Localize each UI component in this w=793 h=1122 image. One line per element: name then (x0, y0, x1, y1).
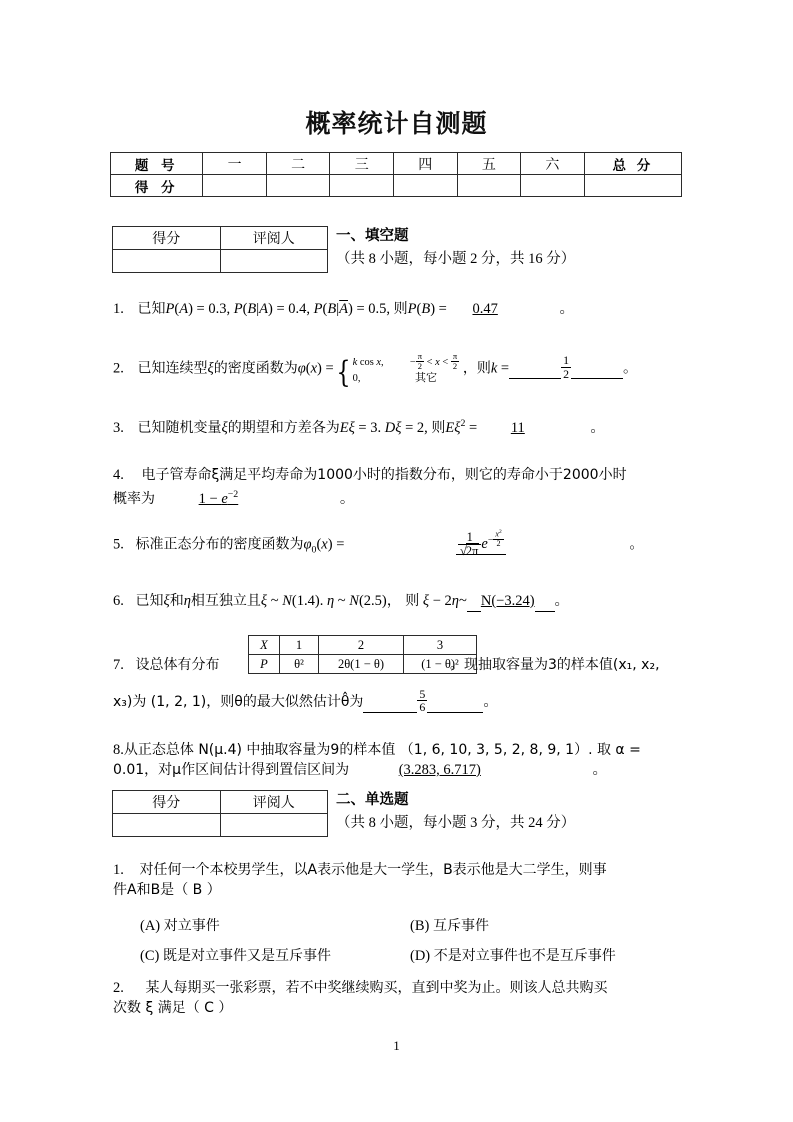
dist-row-p: P (249, 655, 280, 674)
score-table-col-1: 一 (203, 153, 267, 175)
score-cell-1[interactable] (203, 175, 267, 197)
period-mark: 。 (554, 593, 570, 609)
question-text-mid: 相互独立且 (190, 593, 261, 609)
table-row (113, 814, 328, 837)
option-text: 不是对立事件也不是互斥事件 (433, 948, 616, 964)
period-mark: 。 (590, 419, 605, 436)
question-text-line2: 次数 ξ 满足 (113, 1000, 186, 1016)
question-variable: ξ (207, 360, 214, 377)
section-2-score-label: 得分 (113, 791, 221, 814)
page-number: 1 (393, 1038, 400, 1053)
question-text-mid: 的密度函数为 (213, 360, 298, 377)
score-cell-6[interactable] (521, 175, 585, 197)
score-cell-5[interactable] (457, 175, 521, 197)
question-number: 1. (113, 301, 124, 317)
score-table-col-total: 总 分 (584, 153, 681, 175)
choice-question-2-line2 (113, 998, 713, 1018)
table-row (111, 175, 682, 197)
left-brace-icon: { (336, 355, 351, 391)
table-row (113, 250, 328, 273)
question-connector: 则 (431, 419, 446, 436)
option-label: (C) (140, 948, 160, 964)
question-connector: 则 (393, 301, 408, 317)
choice-1-option-b[interactable] (410, 915, 489, 935)
period-mark: 。 (592, 762, 608, 778)
distribution-table (248, 635, 477, 674)
question-text-line1: 电子管寿命ξ满足平均寿命为1000小时的指数分布，则它的寿命小于2000小时 (141, 467, 627, 483)
question-text-line2: 件A和B是 (113, 882, 175, 898)
question-number: 1. (113, 862, 124, 878)
section-1-grader-label: 评阅人 (220, 227, 328, 250)
question-connector: 则 (405, 593, 420, 609)
score-cell-3[interactable] (330, 175, 394, 197)
piecewise-cases: k cos x, − $\frac{\pi}{2}$ < x < $\frac{\pi}{2}$ 0, 其它 (352, 351, 458, 384)
score-table-col-2: 二 (266, 153, 330, 175)
section-2-grader-label: 评阅人 (220, 791, 328, 814)
score-table-col-6: 六 (521, 153, 585, 175)
choice-1-option-d[interactable] (410, 945, 616, 965)
page-title: 概率统计自测题 (305, 109, 488, 138)
section-2-grader-value[interactable] (220, 814, 328, 837)
question-text-line1: 设总体有分布 (135, 657, 220, 673)
section-1-score-value[interactable] (113, 250, 221, 273)
fill-question-8-line2 (113, 760, 733, 780)
option-label: (D) (410, 948, 431, 964)
section-1-title: 一、填空题 (336, 228, 409, 244)
dist-cell-2: 2θ(1 − θ) (319, 655, 404, 674)
choice-question-1-line2 (113, 880, 713, 900)
score-summary-table (110, 152, 682, 197)
section-2-marker-table (112, 790, 328, 837)
fill-question-4-line2 (113, 485, 713, 509)
question-text: 已知连续型 (137, 360, 208, 377)
dist-header-3: 3 (404, 636, 477, 655)
table-row (111, 153, 682, 175)
choice-1-option-a[interactable] (140, 915, 220, 935)
question-variable: ξ (221, 419, 228, 436)
question-text-line1: 某人每期买一张彩票，若不中奖继续购买，直到中奖为止。则该人总共购买 (145, 980, 608, 996)
choice-question-1 (113, 860, 713, 880)
score-cell-total[interactable] (584, 175, 681, 197)
fill-question-8 (113, 740, 733, 760)
answer-value[interactable]: $\frac{5}{6}$ (419, 687, 426, 715)
dist-header-1: 1 (280, 636, 319, 655)
question-text-line1: 对任何一个本校男学生，以A表示他是大一学生，B表示他是大二学生，则事 (139, 862, 607, 878)
section-2-score-value[interactable] (113, 814, 221, 837)
section-2-subtitle: （共 8 小题，每小题 3 分，共 24 分） (336, 815, 576, 831)
choice-question-2 (113, 978, 713, 998)
question-number: 4. (113, 467, 124, 483)
score-table-col-3: 三 (330, 153, 394, 175)
score-table-col-5: 五 (457, 153, 521, 175)
question-text: 已知 (137, 301, 166, 317)
option-text: 既是对立事件又是互斥事件 (162, 948, 331, 964)
score-table-row-label: 题 号 (111, 153, 203, 175)
section-1-subtitle: （共 8 小题，每小题 2 分，共 16 分） (336, 251, 576, 267)
section-1-heading (336, 226, 575, 270)
table-row (113, 791, 328, 814)
answer-value[interactable]: (3.283, 6.717) (398, 762, 481, 778)
table-row (249, 636, 477, 655)
answer-value[interactable]: $\frac{1}{2}$ (563, 353, 570, 381)
fill-question-2: 2. 已知连续型ξ的密度函数为φ(x) ={ k cos x, − $\frac{\pi}{2}$ < x < $\frac{\pi}{2}$ 0, 其它 ，则k = $\frac{1}{2}$ 。 (113, 351, 638, 391)
score-table-row-label: 得 分 (111, 175, 203, 197)
question-connector: ，则 (462, 360, 491, 377)
question-number: 8. (113, 742, 124, 758)
section-1-marker-table (112, 226, 328, 273)
answer-value[interactable]: $1 - e^{-2}$ (198, 489, 239, 507)
question-text: 已知随机变量 (137, 419, 222, 436)
fill-question-6: 6. 已知ξ和η相互独立且ξ ~ N(1.4). η ~ N(2.5)， 则 ξ − 2η~ N(−3.24) 。 (113, 591, 733, 612)
fill-question-7-line2 (113, 688, 733, 714)
period-mark: 。 (629, 536, 644, 553)
score-cell-2[interactable] (266, 175, 330, 197)
dist-cell-1: θ² (280, 655, 319, 674)
question-text-line2: 概率为 (113, 490, 155, 507)
question-text: 标准正态分布的密度函数为 (135, 536, 304, 553)
fill-question-1: 1. 已知P(A) = 0.3, P(B|A) = 0.4, $P(B|\overline{A}) = 0.5$, 则P(B) = 0.47 。 (113, 301, 574, 317)
fill-question-7 (113, 655, 253, 675)
dist-header-x: X (249, 636, 280, 655)
fill-question-4 (113, 465, 713, 485)
question-text-line1-tail: 。现抽取容量为3的样本值(x₁, x₂, (450, 657, 660, 673)
fill-question-3: 3. 已知随机变量ξ的期望和方差各为Eξ = 3. Dξ = 2, 则$E\xi^2 = 11$ 。 (113, 418, 605, 436)
question-number: 2. (113, 360, 124, 377)
question-text: 已知 (135, 593, 164, 609)
fill-question-5: 5. 标准正态分布的密度函数为$\varphi_0(x)$ = $\frac{1}{√2\pi}$ $e^{- \frac{x^2}{2}}$ 。 (113, 529, 644, 558)
dist-cell-3: (1 − θ)² (404, 655, 477, 674)
score-table-col-4: 四 (394, 153, 458, 175)
section-2-heading (336, 790, 575, 834)
period-mark: 。 (339, 490, 355, 507)
question-number: 7. (113, 657, 124, 673)
question-number: 5. (113, 536, 124, 553)
answer-value[interactable]: N(−3.24) (480, 593, 535, 609)
answer-value[interactable]: 11 (510, 419, 525, 436)
question-given: P (165, 301, 175, 317)
option-text: 对立事件 (163, 918, 220, 934)
fill-question-7-tail (450, 655, 710, 675)
section-1-score-label: 得分 (113, 227, 221, 250)
dist-header-2: 2 (319, 636, 404, 655)
question-number: 6. (113, 593, 124, 609)
question-number: 2. (113, 980, 124, 996)
option-label: (A) (140, 918, 161, 934)
question-text-line1: 从正态总体 N(μ.4) 中抽取容量为9的样本值 （1, 6, 10, 3, 5, 2, 8, 9, 1）. 取 α = (123, 742, 641, 758)
section-2-title: 二、单选题 (336, 792, 409, 808)
table-row (113, 227, 328, 250)
question-text-line2: x₃)为 (1, 2, 1)，则θ的最大似然估计θ̂为 (113, 694, 364, 711)
table-row (249, 655, 477, 674)
score-cell-4[interactable] (394, 175, 458, 197)
period-mark: 。 (623, 360, 638, 377)
question-number: 3. (113, 419, 124, 436)
answer-value[interactable]: $\frac{1}{√2\pi}$ $e^{- \frac{x^2}{2}}$ (456, 536, 506, 555)
selected-answer[interactable]: （ B ） (174, 882, 221, 898)
option-label: (B) (410, 918, 430, 934)
choice-1-option-c[interactable] (140, 945, 331, 965)
period-mark: 。 (483, 694, 498, 711)
answer-value[interactable]: 0.47 (472, 301, 498, 317)
option-text: 互斥事件 (432, 918, 489, 934)
question-text-line2: 0.01，对μ作区间估计得到置信区间为 (113, 762, 350, 778)
section-1-grader-value[interactable] (220, 250, 328, 273)
question-text-mid: 的期望和方差各为 (227, 419, 340, 436)
selected-answer[interactable]: （ C ） (185, 1000, 233, 1016)
period-mark: 。 (559, 301, 574, 317)
